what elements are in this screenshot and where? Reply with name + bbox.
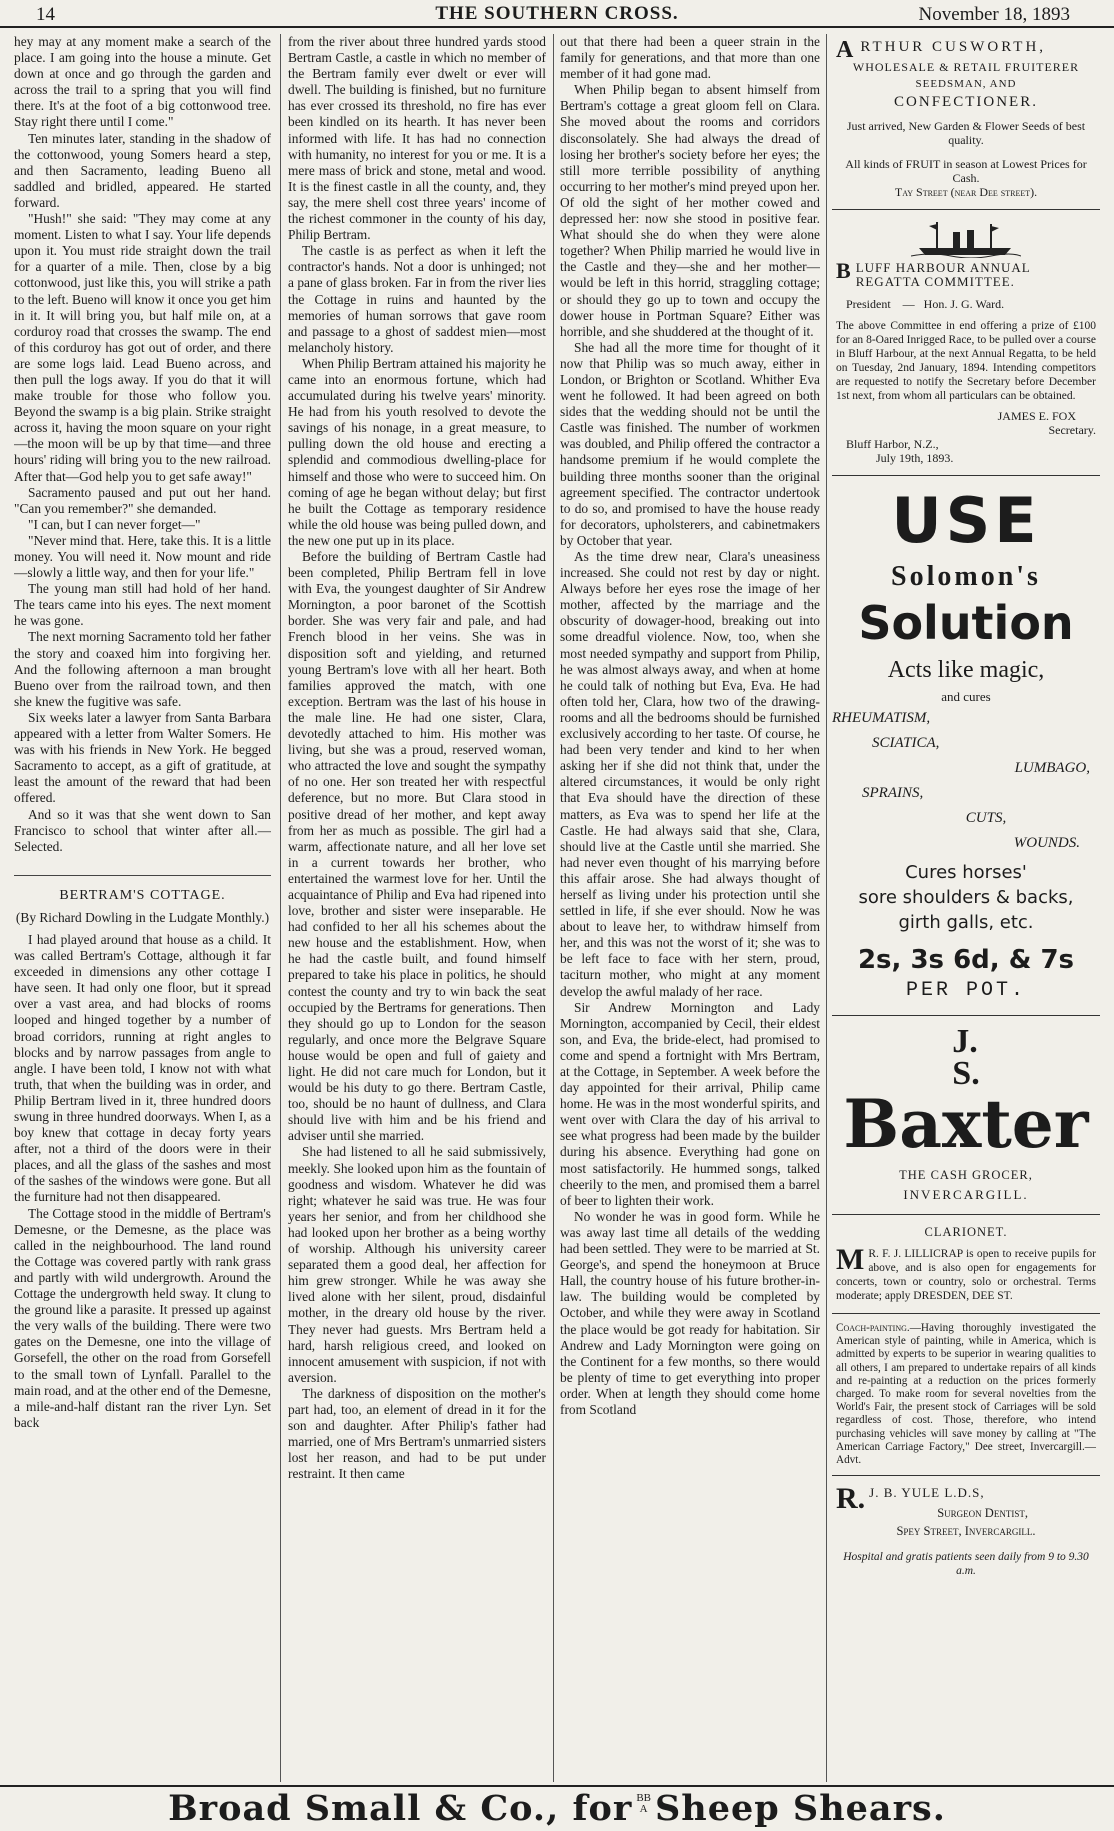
paragraph: Before the building of Bertram Castle had been completed, Philip Bertram fell in love with Eva, the youngest daughter of Sir Andrew Mornington, a poor baronet of the Scottish border. She was very fair and pale, and had French blood in her veins. She was in disposition soft and yielding, and returned young Bertram's love with all her heart. Both families approved the match, with one exception. Bertram was the last of his house in the male line. He had one sister, Clara, devotedly attached to him. His mother was living, but she was a proud, reserved woman, who attracted the love and sought the sympathy of no one. Her son treated her with respectful deference, but no more. But Clara stood in positive dread of her mother, and kept away from her as much as possible. The girl had a warm, affectionate nature, and all her love set in a current towards her brother, who entertained the warmest love for her. Until the acquaintance of Philip and Eva had ripened into love, brother and sister were inseparable. He had confided to her all his schemes about the new house and the establishment. How, when he had the castle built, and found himself prepared to take his place in politics, he should contest the county and try to win back the seat occupied by the Bertrams for generations. Then they should go up to London for the season regularly, and once more the Belgrave Square house would be open and full of gaiety and light. He did not care much for London, but it would be his duty to go there. Bertram Castle, too, should be no haunt of dullness, and Clara should live with him and be his friend and adviser until she married. xyxy=(288,549,546,1144)
brand-mark: BB A xyxy=(636,1792,651,1815)
article-column-3 xyxy=(560,34,820,1782)
paragraph: out that there had been a queer strain in the family for generations, and that more than one member of it had gone mad. xyxy=(560,34,820,82)
article-column-2 xyxy=(288,34,546,1782)
paragraph: The next morning Sacramento told her father the story and coaxed him into forgiving her. And the following afternoon a man brought Bueno over from the railroad town, and then she knew the fugitive was safe. xyxy=(14,629,271,709)
ad-heading: ARTHUR CUSWORTH, xyxy=(836,37,1047,63)
paragraph: "Never mind that. Here, take this. It is a little money. You will need it. Now mount and ride—slowly a little way, and then for your life." xyxy=(14,532,271,581)
ad-clarionet: CLARIONET. M R. F. J. LILLICRAP is open to receive pupils for above, and is also open for engagements for concerts, town or country, solo or orchestral. Terms moderate; apply DRESDEN, DEE ST. xyxy=(832,1215,1100,1314)
masthead xyxy=(0,0,1114,28)
advertisement-column xyxy=(832,34,1100,1782)
paragraph: I had played around that house as a child. It was called Bertram's Cottage, although it far exceeded in dimensions any other cottage I have seen. It had only one floor, but it spread over a vast area, and had blocks of rooms looped and hinged together by a number of broad corridors, running at right angles to blocks and by narrow passages from angle to angle. I have been told, I know not with what truth, that when the building was in order, and Philip Bertram lived in it, three hundred doors swung in three hundred doorways. When I, as a boy knew that cottage in decay forty years after, not a third of the doors were in their places, and all the glass of the sashes and most of the sashes of the windows were gone. But all the furniture had not then disappeared. xyxy=(14,931,271,1205)
steamship-icon xyxy=(911,218,1021,258)
paragraph: She had listened to all he said submissively, meekly. She looked upon him as the fountain of goodness and wisdom. Whatever he did was right; whatever he said was true. He was four years her senior, and from her childhood she had looked upon her brother as a being worthy of worship. Although his university career separated them a good deal, her affection for him grew stronger. While he was away she lived alone with her silent, proud, disdainful mother, in the dreary old house by the river. They never had guests. Mrs Bertram held a hard, harsh religious creed, and looked on innocent amusement with suspicion, if not with aversion. xyxy=(288,1144,546,1385)
column-rule xyxy=(553,34,554,1782)
footer-advertisement: Broad Small & Co., for BB A Sheep Shears. xyxy=(0,1785,1114,1831)
paragraph: The castle is as perfect as when it left the contractor's hands. Not a door is unhinged; not a pane of glass broken. Far in from the river lies the Cottage in ruins and haunted by the memories of human sorrows that gave room and passage to a ghost of saddest mien—most melancholy history. xyxy=(288,243,546,355)
paragraph: The Cottage stood in the middle of Bertram's Demesne, or the Demesne, as the place was called in the neighbourhood. The land round the Cottage was covered partly with rank grass and partly with wild undergrowth. Around the Cottage the undergrowth held sway. It clung to the ground like a parasite. It pressed up against the very walls of the building. There were two gates on the Demesne, one into the village of Gorsefell, the other on the road from Gorsefell to the small town of Lynfall. Parallel to the main road, and at the other end of the Demesne, a mile-and-half distant ran the river Lyn. Set back xyxy=(14,1205,271,1430)
page-number: 14 xyxy=(36,4,55,25)
ad-solomons-solution: USE Solomon's Solution Acts like magic, and cures RHEUMATISM, SCIATICA, LUMBAGO, SPRAINS, CUTS, WOUNDS. Cures horses' sore shoulders & backs, girth galls, etc. 2s, 3s 6d, & 7s PER POT. xyxy=(832,476,1100,1016)
issue-date: November 18, 1893 xyxy=(918,4,1070,25)
article-title: BERTRAM'S COTTAGE. xyxy=(14,875,271,904)
ad-heading: BLUFF HARBOUR ANNUAL REGATTA COMMITTEE. xyxy=(836,258,1031,289)
article-column-1 xyxy=(14,34,271,1782)
paragraph: from the river about three hundred yards stood Bertram Castle, a castle in which no member of the Bertram family ever dwelt or ever will dwell. The building is finished, but no furniture has ever crossed its threshold, no fire has ever been kindled on its hearth. It has never been informed with life. It has had no connection with humanity, no interest for you or me. It is a mere mass of brick and stone, metal and wood. It is the finest castle in all the county, and, they say, the mere shell cost three years' income of the richest commoner in the county of his day, Philip Bertram. xyxy=(288,34,546,243)
column-rule xyxy=(280,34,281,1782)
paragraph: When Philip Bertram attained his majority he came into an enormous fortune, which had accumulated during his twelve years' minority. He had from his youth resolved to devote the savings of his nonage, in a great measure, to pulling down the old house and erecting a splendid and commodious dwelling-place for himself and those who were to succeed him. On coming of age he began without delay; but first he built the Cottage as temporary residence while the old house was being pulled down, and the new one put up in its place. xyxy=(288,355,546,548)
paragraph: "I can, but I can never forget—" xyxy=(28,516,201,532)
paragraph: When Philip began to absent himself from Bertram's cottage a great gloom fell on Clara. She moved about the rooms and corridors disconsolately. She had always the dread of losing her brother's society before her eyes; the still more terrible possibility of anything occurring to her mother's mind preyed upon her. Of old the sight of her mother cowed and depressed her: now she stood in positive fear. What should she do when they were alone together? When Philip married he would live in the Castle and they—she and her mother—would be left in this horrid, straggling cottage; or should they go up to town and occupy the dower house in Portman Square? Either was horrible, and she shuddered at the thought of it. xyxy=(560,82,820,339)
ad-coach-painting: Coach-painting.—Having thoroughly investigated the American style of painting, while in America, which is admitted by experts to be superior in wearing qualities to all others, I am prepared to undertake repairs of all kinds and re-painting at a reduction on the prices formerly charged. To make room for several novelties from the World's Fair, the present stock of Carriages will be sold regardless of cost. Those, therefore, who intend purchasing vehicles will save money by calling at "The American Carriage Factory," Dee street, Invercargill.—Advt. xyxy=(832,1314,1100,1476)
paragraph: No wonder he was in good form. While he was away last time all details of the wedding had been settled. They were to be married at St. George's, and spend the honeymoon at Bruce Hall, the country house of his future brother-in-law. The building would be completed by October, and while they were away in Scotland the place would be got ready for habitation. Sir Andrew and Lady Mornington were going on the Continent for a few months, so there would be plenty of time to get everything into proper order. When at length they should come home from Scotland xyxy=(560,1208,820,1417)
paragraph: The young man still had hold of her hand. The tears came into his eyes. The next moment he was gone. xyxy=(14,581,271,629)
paragraph: The darkness of disposition on the mother's part had, too, an element of dread in it for the son and daughter. After Philip's father had married, one of Mrs Bertram's unmarried sisters lost her reason, and had to be put under restraint. It then came xyxy=(288,1385,546,1482)
ad-regatta: BLUFF HARBOUR ANNUAL REGATTA COMMITTEE. President — Hon. J. G. Ward. The above Committee in end offering a prize of £100 for an 8-Oared Inrigged Race, to be pulled over a course in Bluff Harbour, at the next Annual Regatta, to be held on Tuesday, 2nd January, 1894. Intending competitors are requested to notify the Secretary before December 1st next, from whom all particulars can be obtained. JAMES E. FOX Secretary. Bluff Harbor, N.Z., July 19th, 1893. xyxy=(832,210,1100,476)
ad-yule-dentist: R. J. B. YULE L.D.S, Surgeon Dentist, Spey Street, Invercargill. Hospital and gratis patients seen daily from 9 to 9.30 a.m. xyxy=(836,1482,1089,1578)
paragraph: As the time drew near, Clara's uneasiness increased. She could not rest by day or night. Always before her eyes rose the image of her mother, affected by the marriage and the obscurity of dowager-hood, breaking out into some dreadful violence. Now, too, when she most needed sympathy and support from Philip, he was almost always away, and when at home he could talk of nothing but Eva, Eva. He had often told her, Clara, how two of the drawing-rooms and all the bedrooms should be furnished exclusively according to her taste. Of course, he had been very tender and kind to her when asking her if she did not think that, under the altered circumstances, it would be only right that Eva should have the direction of these matters, as Eva was to spend her life at the Castle. He had always said that she, Clara, should live at the Castle until she married. She had never even thought of his marrying before this affair arose. She had always thought of herself as living under his protection until she settled in life, if she ever should. Now he was about to leave her, to withdraw himself from her, and this was not the worst of it; she was to be left face to face with her stern, proud, taciturn mother, who might at any moment develop the awful malady of her race. xyxy=(560,549,820,999)
column-rule xyxy=(826,34,827,1782)
article-byline: (By Richard Dowling in the Ludgate Monthly.) xyxy=(15,909,270,925)
paragraph: She had all the more time for thought of it now that Philip was so much away, either in London, or Brighton or Scotland. Whither Eva went he followed. It had been agreed on both sides that the wedding should not be until the Castle was finished. The number of workmen was doubled, and Philip offered the contractor a handsome premium if he would complete the building three months sooner than the original agreement specified. The contractor undertook to do so, and promised to have the house ready for decorators, upholsterers, and cabinetmakers by October that year. xyxy=(560,339,820,548)
paragraph: And so it was that she went down to San Francisco to school that winter after all.—Selected. xyxy=(14,806,271,854)
ad-baxter: J. S. Baxter THE CASH GROCER, INVERCARGILL. xyxy=(832,1016,1100,1215)
paragraph: Ten minutes later, standing in the shadow of the cottonwood, young Somers heard a step, and then Sacramento, leading Bueno all saddled and bridled, appeared. He started forward. xyxy=(14,130,271,210)
paragraph: hey may at any moment make a search of the place. I am going into the house a minute. Get down at once and go through the garden and across the trail to a spring that you will find there. It's at the foot of a big cottonwood tree. Stay right there until I come." xyxy=(14,34,271,130)
paragraph: "Hush!" she said: "They may come at any moment. Listen to what I say. Your life depends upon it. You must ride straight down the trail for a quarter of a mile. Then, close by a big cottonwood, just like this, you will strike a path to the left. Bueno will know it once you get him in it. It will bring you, but half mile on, at a corduroy road that crosses the swamp. The end of this corduroy has got out of order, and there are some logs laid. Lead Bueno across, and then pull the logs away. If you do that it will make trouble for those who follow you. Beyond the swamp is a big plain. Strike straight across it, having the moon square on your right—the moon will be up by that time—and three hours' riding will bring you to the new railroad. After that—God help you to get safe away!" xyxy=(14,211,271,484)
paragraph: Six weeks later a lawyer from Santa Barbara appeared with a letter from Walter Somers. He was with his friends in New York. He begged Sacramento to accept, as a gift of gratitude, at least the amount of the reward that had been offered. xyxy=(14,709,271,806)
paper-title: THE SOUTHERN CROSS. xyxy=(435,3,679,24)
paragraph: Sacramento paused and put out her hand. "Can you remember?" she demanded. xyxy=(14,484,271,516)
paragraph: Sir Andrew Mornington and Lady Mornington, accompanied by Cecil, their eldest son, and Eva, the bride-elect, had promised to come and spend a fortnight with Mrs Bertram, at the Cottage, in September. A week before the day appointed for their arrival, Philip came home. He was in the most wonderful spirits, and went over with Clara the day of his arrival to see what progress had been made by the builder during his absence. Everything had gone on most satisfactorily. He hummed songs, talked cheerily to the men, and promised them a barrel of beer to lighten their work. xyxy=(560,999,820,1208)
ad-cusworth: ARTHUR CUSWORTH, WHOLESALE & RETAIL FRUITERER SEEDSMAN, AND CONFECTIONER. Just arrived, New Garden & Flower Seeds of best quality. All kinds of FRUIT in season at Lowest Prices for Cash. Tay Street (near Dee street). xyxy=(832,34,1100,210)
